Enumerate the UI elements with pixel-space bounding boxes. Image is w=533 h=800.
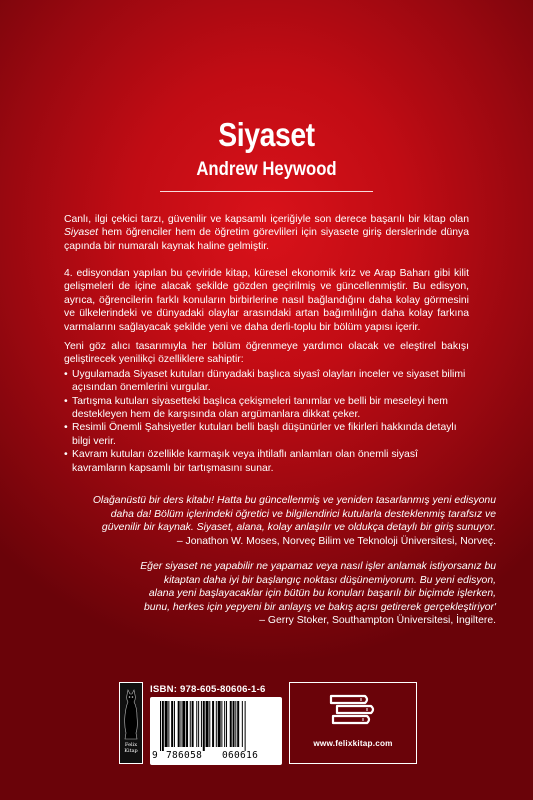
barcode-bars xyxy=(160,701,272,751)
feature-list-item: • Kavram kutuları özellikle karmaşık veya ihtilaflı anlamları olan önemli siyasî kavramların kapsamlı bir tartışmasını sunar. xyxy=(64,448,469,475)
logo-line: Kitap xyxy=(124,748,138,754)
barcode xyxy=(150,697,282,765)
barcode-digits-left: 786058 xyxy=(166,750,203,761)
quote-line: kitaptan daha iyi bir başlangıç noktası düşünemiyorum. Bu yeni edisyon, xyxy=(163,574,496,586)
quote-line: daha da! Bölüm içlerindeki öğretici ve bilgilendirici kutularla desteklenmiş tarafsız ve xyxy=(110,508,496,520)
publisher-website: www.felixkitap.com xyxy=(313,739,393,748)
publisher-logo-text xyxy=(120,742,142,754)
feature-list xyxy=(64,368,469,475)
publisher-logo xyxy=(119,682,143,764)
review-quote-2 xyxy=(64,560,496,628)
quote-line: güvenilir bir kaynak. Siyaset, alana, kolay anlaşılır ve oldukça detaylı bir giriş sunuyor. xyxy=(101,522,496,534)
p1-text-a: Canlı, ilgi çekici tarzı, güvenilir ve kapsamlı içeriğiyle son derece başarılı bir kitap olan xyxy=(64,214,469,225)
p2-text: 4. edisyondan yapılan bu çeviride kitap, küresel ekonomik kriz ve Arap Baharı gibi kilit gelişmeleri de içine alacak şekilde gözden geçirilmiş ve güncellenmiştir. Bu edisyon, ayrıca, öğrencilerin farklı konuların birbirlerine nasıl bağlandığını daha kolay görmesini ve ülkelerindeki ve dünyadaki olaylar arasındaki artan bağımlılığın daha kolay farkına varmalarını sağlayacak şekilde yeni ve daha derli-toplu bir bölüm yapısı içerir. xyxy=(64,268,469,333)
feature-list-item: • Tartışma kutuları siyasetteki başlıca çekişmeleri tanımlar ve belli bir meseleyi hem destekleyen hem de karşısında olan argümanlara dikkat çeker. xyxy=(64,395,469,422)
books-stack-icon xyxy=(327,691,379,727)
quote-line: bunu, herkes için yepyeni bir anlayış ve bakış açısı getirerek gerçekleştiriyor' xyxy=(144,601,496,613)
quote-attribution: – Gerry Stoker, Southampton Üniversitesi, İngiltere. xyxy=(259,615,496,627)
barcode-digits-right: 060616 xyxy=(222,750,259,761)
p1-text-b: hem öğrenciler hem de öğretim görevlileri için siyasete giriş derslerinde dünya çapında bir numaralı kaynak haline gelmiştir. xyxy=(64,227,469,252)
book-author: Andrew Heywood xyxy=(196,159,337,180)
quote-line: alana yeni başlayacaklar için bütün bu konuları başarılı bir biçimde işlerken, xyxy=(148,588,496,600)
description-paragraph-3 xyxy=(64,340,469,475)
publisher-website-box xyxy=(289,682,417,764)
quote-line: Olağanüstü bir ders kitabı! Hatta bu güncellenmiş ve yeniden tasarlanmış yeni edisyonu xyxy=(92,495,496,506)
feature-list-item: • Uygulamada Siyaset kutuları dünyadaki başlıca siyasî olayları inceler ve siyaset bilimi açısından önemlerini vurgular. xyxy=(64,368,469,395)
logo-line: Felix xyxy=(124,742,138,748)
cat-icon xyxy=(122,689,140,741)
isbn-label: ISBN: 978-605-80606-1-6 xyxy=(150,684,266,695)
quote-line: Eğer siyaset ne yapabilir ne yapamaz veya nasıl işler anlamak istiyorsanız bu xyxy=(140,561,496,572)
quote-attribution: – Jonathon W. Moses, Norveç Bilim ve Teknoloji Üniversitesi, Norveç. xyxy=(176,535,496,547)
barcode-digit-first: 9 xyxy=(152,750,159,761)
description-paragraph-1 xyxy=(64,213,469,253)
review-quote-1 xyxy=(64,494,496,548)
book-title: Siyaset xyxy=(218,116,315,153)
feature-list-item: • Resimli Önemli Şahsiyetler kutuları belli başlı düşünürler ve fikirleri hakkında detaylı bilgi verir. xyxy=(64,421,469,448)
title-divider xyxy=(160,191,373,192)
description-paragraph-2 xyxy=(64,267,469,334)
p1-book-name: Siyaset xyxy=(64,227,99,239)
p3-intro: Yeni göz alıcı tasarımıyla her bölüm öğrenmeye yardımcı olacak ve eleştirel bakışı geliştirecek yenilikçi özelliklere sahiptir: xyxy=(64,341,469,366)
